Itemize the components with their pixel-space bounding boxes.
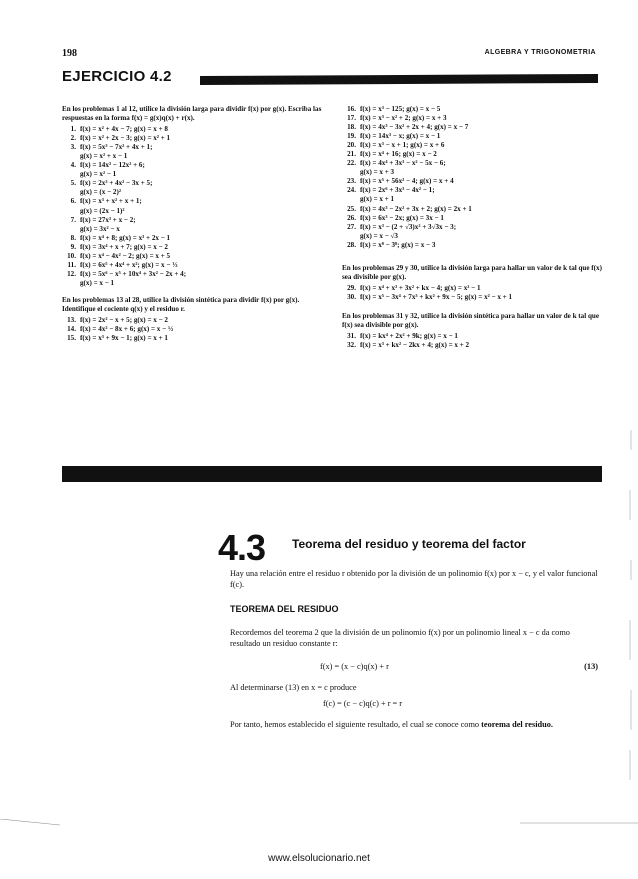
- problem-item: [342, 205, 602, 214]
- title-rule: [200, 74, 598, 85]
- instructions-13-28: En los problemas 13 al 28, utilice la división sintética para dividir f(x) por g(x). Identifique el cociente q(x) y el residuo r.: [62, 295, 300, 313]
- problem-text: f(x) = x⁵ + 56x² − 4; g(x) = x + 4: [360, 177, 454, 186]
- problem-number: 31.: [347, 332, 356, 341]
- problem-continuation: g(x) = (x − 2)²: [80, 188, 121, 197]
- paragraph: Recordemos del teorema 2 que la división de un polinomio f(x) por un polinomio lineal x − c da como resultado un residuo constante r:: [230, 628, 570, 648]
- problem-item: [62, 143, 330, 152]
- equation-formula: f(x) = (x − c)q(x) + r: [320, 662, 389, 671]
- problem-item: [62, 325, 330, 334]
- problem-item: [62, 216, 330, 225]
- right-column: [342, 105, 602, 350]
- problem-continuation: g(x) = x² − 1: [80, 170, 117, 179]
- problem-number: 9.: [70, 242, 76, 251]
- problem-number: 27.: [347, 222, 356, 231]
- section-number: 4.3: [218, 527, 266, 568]
- problem-text: f(x) = 4x⁴ + 3x³ − x² − 5x − 6;: [360, 159, 446, 168]
- problem-continuation: g(x) = x − √3: [360, 231, 398, 240]
- problem-text: f(x) = x³ − x + 1; g(x) = x + 6: [360, 141, 445, 150]
- problem-number: 29.: [347, 283, 356, 292]
- problem-text: f(x) = x³ − 125; g(x) = x − 5: [360, 105, 441, 113]
- problem-number: 15.: [67, 334, 76, 343]
- problem-number: 12.: [67, 269, 76, 278]
- section-title: Teorema del residuo y teorema del factor: [292, 537, 526, 551]
- problem-continuation: g(x) = x + 1: [360, 195, 395, 204]
- problem-continuation: g(x) = x − 1: [80, 278, 115, 287]
- problem-item: [342, 150, 602, 159]
- problem-number: 3.: [70, 143, 76, 152]
- problem-text: f(x) = 6x³ − 2x; g(x) = 3x − 1: [360, 213, 444, 222]
- equation-evaluated: f(c) = (c − c)q(c) + r = r: [323, 699, 403, 708]
- problem-item: [62, 243, 330, 252]
- problem-item: [342, 114, 602, 123]
- problem-text: f(x) = x³ + x² + x + 1;: [80, 197, 142, 206]
- equation-number: (13): [584, 662, 598, 671]
- scan-edge-shape: [0, 819, 638, 827]
- problem-item: [342, 159, 602, 168]
- problem-list: [342, 105, 602, 250]
- problem-number: 30.: [347, 292, 356, 301]
- problem-text: f(x) = 5x³ − 7x² + 4x + 1;: [80, 143, 153, 152]
- problem-number: 1.: [70, 125, 76, 134]
- problem-continuation: g(x) = (2x − 1)²: [80, 206, 125, 215]
- problem-item: [62, 125, 330, 134]
- problem-item: [342, 284, 602, 293]
- problem-item: [62, 270, 330, 279]
- problem-item: [342, 141, 602, 150]
- problem-text: f(x) = 4x² − 8x + 6; g(x) = x − ½: [80, 325, 174, 334]
- problem-text: f(x) = 14x³ − 12x² + 6;: [80, 161, 145, 170]
- page-number: 198: [62, 48, 77, 59]
- problem-item: [342, 341, 602, 350]
- problem-continuation: g(x) = 3x² − x: [80, 224, 120, 233]
- problem-list: [342, 284, 602, 302]
- problem-text: f(x) = x³ − x² + 2; g(x) = x + 3: [360, 114, 447, 123]
- problem-text: f(x) = x⁴ + x³ + 3x² + kx − 4; g(x) = x² − 1: [360, 283, 481, 292]
- problem-text: f(x) = x² + 4x − 7; g(x) = x + 8: [80, 125, 168, 134]
- problem-item: [342, 105, 602, 114]
- problem-number: 16.: [347, 105, 356, 113]
- problem-number: 32.: [347, 341, 356, 350]
- problem-number: 2.: [70, 134, 76, 143]
- intro-paragraph: Hay una relación entre el residuo r obtenido por la división de un polinomio f(x) por x − c, y el valor funcional f(c).: [230, 569, 598, 589]
- problem-item: [62, 179, 330, 188]
- problem-item: [342, 214, 602, 223]
- problem-text: f(x) = x³ − (2 + √3)x² + 3√3x − 3;: [360, 222, 457, 231]
- problem-list: [62, 316, 330, 343]
- problem-item: [62, 234, 330, 243]
- problem-item: [62, 316, 330, 325]
- problem-item: [62, 252, 330, 261]
- problem-item: [342, 332, 602, 341]
- instructions-31-32: En los problemas 31 y 32, utilice la división sintética para hallar un valor de k tal que f(x) sea divisible por g(x).: [342, 311, 599, 329]
- problem-text: f(x) = 6x⁵ + 4x⁴ + x²; g(x) = x − ⅓: [80, 260, 178, 269]
- problem-text: f(x) = 4x³ − 3x² + 2x + 4; g(x) = x − 7: [360, 123, 469, 132]
- problem-text: f(x) = 2x³ + 4x² − 3x + 5;: [80, 179, 153, 188]
- problem-text: f(x) = kx⁴ + 2x² + 9k; g(x) = x − 1: [360, 332, 458, 341]
- problem-number: 22.: [347, 159, 356, 168]
- problem-item: [342, 186, 602, 195]
- scan-edge-line: [0, 819, 638, 820]
- problem-text: f(x) = x⁴ + 8; g(x) = x³ + 2x − 1: [80, 233, 171, 242]
- problem-item: [342, 223, 602, 232]
- problem-item: [62, 197, 330, 206]
- problem-number: 7.: [70, 215, 76, 224]
- problem-number: 18.: [347, 123, 356, 132]
- problem-text: f(x) = 3x⁴ + x + 7; g(x) = x − 2: [80, 242, 168, 251]
- problem-text: f(x) = x² + 2x − 3; g(x) = x² + 1: [80, 134, 171, 143]
- problem-item: [342, 293, 602, 302]
- problem-number: 23.: [347, 177, 356, 186]
- problem-text: f(x) = 2x² − x + 5; g(x) = x − 2: [80, 316, 168, 325]
- problem-number: 11.: [67, 260, 76, 269]
- problem-number: 20.: [347, 141, 356, 150]
- problem-number: 25.: [347, 204, 356, 213]
- section-separator: [62, 466, 602, 482]
- problem-continuation: g(x) = x² + x − 1: [80, 152, 128, 161]
- problem-item: [342, 123, 602, 132]
- problem-continuation: g(x) = x + 3: [360, 168, 395, 177]
- running-head: ALGEBRA Y TRIGONOMETRIA: [484, 49, 596, 56]
- problem-number: 17.: [347, 114, 356, 123]
- problem-text: f(x) = x³ + 9x − 1; g(x) = x + 1: [80, 334, 168, 343]
- problem-number: 8.: [70, 233, 76, 242]
- scan-edge-noise: [628, 430, 634, 790]
- problem-text: f(x) = 14x³ − x; g(x) = x − 1: [360, 132, 441, 141]
- problem-text: f(x) = x⁴ + 16; g(x) = x − 2: [360, 150, 437, 159]
- left-column: [62, 105, 330, 343]
- paragraph-text: Por tanto, hemos establecido el siguiente resultado, el cual se conoce como: [230, 720, 482, 729]
- problem-number: 4.: [70, 161, 76, 170]
- problem-text: f(x) = x⁸ − 3⁸; g(x) = x − 3: [360, 240, 436, 249]
- problem-text: f(x) = x³ + kx² − 2kx + 4; g(x) = x + 2: [360, 341, 470, 350]
- problem-number: 10.: [67, 251, 76, 260]
- instructions-1-12: En los problemas 1 al 12, utilice la división larga para dividir f(x) por g(x). Escriba las respuestas en la forma f(x) = g(x)q(x) + r(x).: [62, 105, 322, 123]
- problem-item: [342, 177, 602, 186]
- paragraph: [230, 719, 598, 730]
- problem-item: [62, 261, 330, 270]
- problem-item: [342, 132, 602, 141]
- problem-number: 5.: [70, 179, 76, 188]
- instructions-29-30: En los problemas 29 y 30, utilice la división larga para hallar un valor de k tal que f(x) sea divisible por g(x).: [342, 263, 602, 281]
- problem-item: [62, 134, 330, 143]
- problem-number: 28.: [347, 240, 356, 249]
- problem-number: 6.: [70, 197, 76, 206]
- problem-list: [62, 125, 330, 288]
- problem-text: f(x) = 4x³ − 2x² + 3x + 2; g(x) = 2x + 1: [360, 204, 472, 213]
- paragraph: Al determinarse (13) en x = c produce: [230, 683, 357, 692]
- problem-text: f(x) = x⁴ − 4x² − 2; g(x) = x + 5: [80, 251, 171, 260]
- problem-item: [62, 334, 330, 343]
- problem-number: 13.: [67, 316, 76, 325]
- problem-number: 19.: [347, 132, 356, 141]
- problem-text: f(x) = 5x⁶ − x⁵ + 10x⁴ + 3x² − 2x + 4;: [80, 269, 187, 278]
- problem-text: f(x) = 27x³ + x − 2;: [80, 215, 136, 224]
- problem-number: 21.: [347, 150, 356, 159]
- problem-item: [342, 241, 602, 250]
- problem-list: [342, 332, 602, 350]
- theorem-name: teorema del residuo.: [481, 720, 553, 729]
- footer-url: www.elsolucionario.net: [268, 853, 370, 864]
- problem-number: 14.: [67, 325, 76, 334]
- problem-text: f(x) = 2x⁶ + 3x³ − 4x² − 1;: [360, 186, 435, 195]
- problem-item: [62, 161, 330, 170]
- exercise-title: EJERCICIO 4.2: [62, 68, 172, 85]
- problem-text: f(x) = x⁵ − 3x⁴ + 7x³ + kx² + 9x − 5; g(x) = x² − x + 1: [360, 292, 513, 301]
- problem-number: 24.: [347, 186, 356, 195]
- subheading: TEOREMA DEL RESIDUO: [230, 604, 339, 614]
- problem-number: 26.: [347, 213, 356, 222]
